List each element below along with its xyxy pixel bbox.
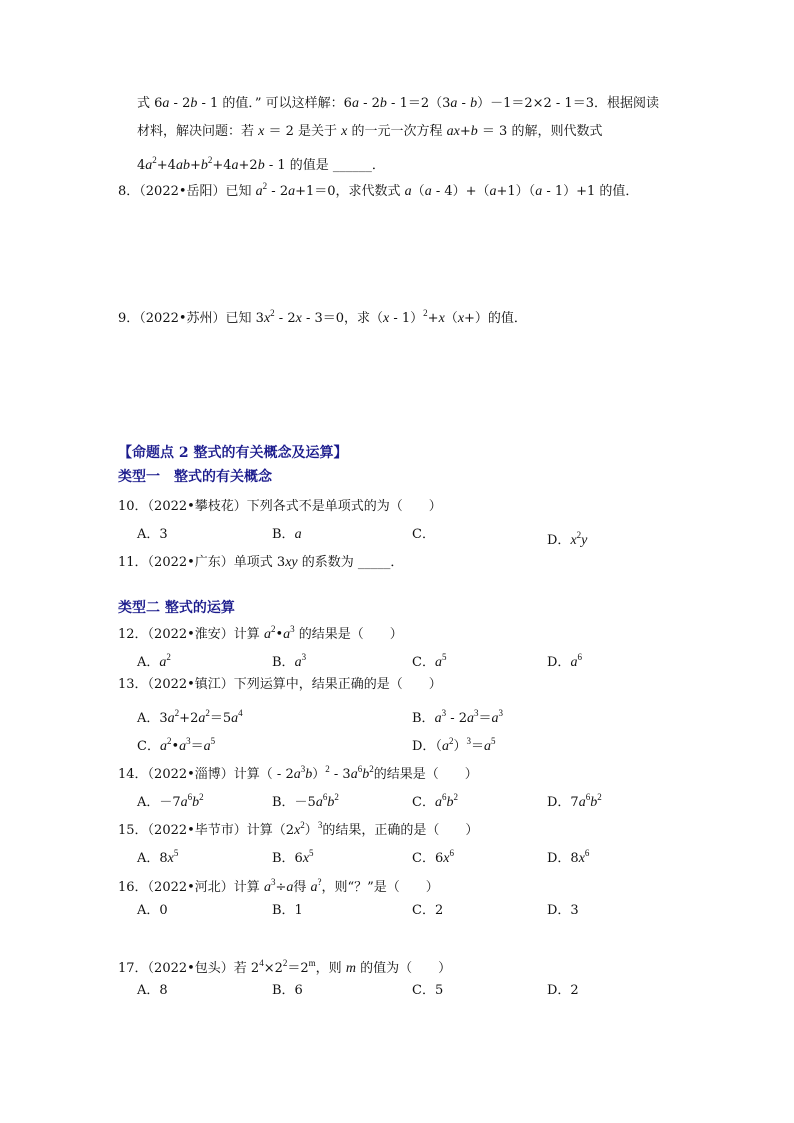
math-variable: a — [491, 711, 499, 726]
superscript: 6 — [577, 652, 582, 662]
math-variable: x — [578, 851, 585, 866]
question-10 — [118, 498, 442, 516]
text-segment: C．2 — [412, 903, 444, 918]
superscript: 3 — [466, 736, 471, 746]
superscript: 6 — [449, 848, 454, 858]
text-segment: D．2 — [547, 983, 579, 998]
math-variable: a — [231, 711, 239, 726]
text-segment: + — [459, 124, 471, 139]
text-segment: 15．（2022•毕节市）计算（2 — [118, 823, 295, 838]
math-variable: x — [167, 851, 174, 866]
question-17 — [118, 954, 451, 978]
text-segment: D．（ — [412, 739, 442, 754]
q14-option-d — [547, 788, 602, 812]
text-segment: - — [457, 96, 471, 111]
math-variable: x — [438, 311, 445, 326]
text-segment: + — [189, 158, 201, 173]
superscript: 3 — [270, 877, 276, 887]
superscript: 2 — [262, 181, 268, 191]
math-variable: a — [434, 795, 442, 810]
superscript: 6 — [322, 792, 328, 802]
q12-option-c — [412, 648, 446, 672]
superscript: 3 — [317, 820, 323, 830]
text-segment: • — [171, 739, 180, 754]
text-segment: D． — [547, 533, 571, 548]
text-segment: 9．（2022•苏州）已知 3 — [118, 311, 264, 326]
superscript: 2 — [453, 792, 458, 802]
text-segment: +2 — [238, 158, 258, 173]
q12-option-b — [272, 648, 306, 672]
superscript: 2 — [369, 764, 374, 774]
q7-continuation-line-3 — [137, 151, 385, 175]
text-segment: - 1）+1 的值． — [542, 184, 639, 199]
math-variable: a — [255, 184, 263, 199]
superscript: 6 — [187, 792, 193, 802]
math-variable: a — [441, 739, 449, 754]
text-segment: D．7 — [547, 795, 579, 810]
math-variable: b — [327, 795, 335, 810]
superscript: 5 — [490, 736, 496, 746]
text-segment: +4 — [212, 158, 232, 173]
q16-option-d — [547, 902, 579, 920]
text-segment: 12．（2022•淮安）计算 — [118, 627, 264, 642]
math-variable: a — [179, 739, 187, 754]
superscript: 4 — [259, 958, 264, 968]
text-segment: 得 — [293, 880, 311, 895]
text-segment: A．0 — [137, 903, 168, 918]
superscript: 2 — [199, 792, 204, 802]
text-segment: ． — [390, 555, 404, 570]
type-1-heading: 类型一 整式的有关概念 — [118, 469, 272, 485]
math-variable: b — [362, 767, 370, 782]
math-variable: a — [350, 767, 358, 782]
superscript: 5 — [309, 848, 314, 858]
superscript: 3 — [441, 708, 447, 718]
math-variable: ax — [446, 124, 460, 139]
text-segment: 的结果，正确的是（ ） — [322, 823, 479, 838]
superscript: 2 — [334, 792, 339, 802]
q10-option-b — [272, 526, 302, 544]
text-segment: +1＝0，求代数式 — [295, 184, 405, 199]
text-segment: ______ — [332, 158, 372, 173]
q17-option-b — [272, 982, 303, 1000]
superscript: 5 — [441, 652, 447, 662]
text-segment: ，则 — [315, 961, 346, 976]
math-variable: a — [467, 711, 474, 726]
q16-option-b — [272, 902, 303, 920]
text-segment: ＝ — [470, 739, 484, 754]
text-segment: 材料，解决问题：若 — [137, 124, 259, 139]
text-segment: - 3＝0，求（ — [301, 311, 384, 326]
math-variable: b — [257, 158, 265, 173]
math-variable: b — [305, 767, 313, 782]
math-variable: x — [570, 533, 577, 548]
text-segment: B．6 — [272, 983, 303, 998]
q10-option-a — [137, 526, 168, 544]
text-segment: 8．（2022•岳阳）已知 — [118, 184, 256, 199]
superscript: 6 — [441, 792, 447, 802]
math-variable: b — [446, 795, 454, 810]
math-variable: ab — [175, 158, 190, 173]
math-variable: x — [443, 851, 450, 866]
math-variable: m — [345, 961, 356, 976]
superscript: 3 — [301, 652, 307, 662]
superscript: 2 — [448, 736, 454, 746]
text-segment: +1）（ — [496, 184, 536, 199]
text-segment: ，则“？”是（ ） — [321, 880, 439, 895]
superscript: 2 — [207, 155, 213, 165]
text-segment: C． — [412, 795, 435, 810]
section-heading: 【命题点 2 整式的有关概念及运算】 — [118, 445, 348, 461]
superscript: 2 — [597, 792, 602, 802]
q14-option-b — [272, 788, 339, 812]
math-variable: b — [190, 96, 198, 111]
text-segment: （ — [411, 184, 425, 199]
text-segment: +）的值． — [464, 311, 527, 326]
text-segment: ＝ 3 的解，则代数式 — [477, 124, 603, 139]
math-variable: a — [288, 184, 296, 199]
q7-continuation-line-2 — [137, 123, 602, 141]
math-variable: a — [424, 184, 432, 199]
q17-option-a — [137, 982, 168, 1000]
text-segment: D．3 — [547, 903, 579, 918]
text-segment: _____ — [357, 555, 391, 570]
q14-option-a — [137, 788, 204, 812]
superscript: 3 — [300, 764, 306, 774]
math-variable: x — [341, 124, 348, 139]
math-variable: a — [198, 711, 206, 726]
math-variable: a — [180, 795, 188, 810]
text-segment: 10．（2022•攀枝花）下列各式不是单项式的为（ ） — [118, 499, 442, 514]
math-variable: x — [457, 311, 465, 326]
math-variable: a — [434, 655, 442, 670]
question-15 — [118, 816, 478, 840]
superscript: 3 — [474, 708, 479, 718]
text-segment: 的系数为 — [297, 555, 358, 570]
text-segment: ）－1＝2×2 - 1＝3．根据阅读 — [477, 96, 659, 111]
q15-option-b — [272, 844, 314, 868]
text-segment: - 3 — [329, 767, 351, 782]
q13-option-a — [137, 704, 243, 728]
math-variable: b — [379, 96, 387, 111]
text-segment: B． — [412, 711, 435, 726]
superscript: 5 — [210, 736, 216, 746]
math-variable: a — [294, 655, 302, 670]
text-segment: - 1＝2（3 — [386, 96, 451, 111]
math-variable: x — [263, 311, 271, 326]
text-segment: 的结果是（ ） — [373, 767, 478, 782]
superscript: 3 — [186, 736, 191, 746]
superscript: 3 — [290, 624, 295, 634]
math-variable: a — [434, 711, 442, 726]
text-segment: - 4）+（ — [431, 184, 490, 199]
superscript: 2 — [205, 708, 210, 718]
math-variable: a — [315, 795, 323, 810]
math-variable: a — [162, 96, 170, 111]
math-variable: a — [483, 739, 491, 754]
superscript: 5 — [173, 848, 179, 858]
text-segment: A．8 — [137, 851, 168, 866]
superscript: 2 — [325, 764, 330, 774]
math-variable: x — [302, 851, 310, 866]
text-segment: - 2 — [267, 184, 289, 199]
math-variable: a — [578, 795, 586, 810]
text-segment: 11．（2022•广东）单项式 3 — [118, 555, 286, 570]
math-variable: a — [293, 767, 301, 782]
math-variable: b — [470, 96, 478, 111]
text-segment: • — [275, 627, 284, 642]
math-variable: a — [489, 184, 497, 199]
q17-option-c — [412, 982, 443, 1000]
text-segment: C．6 — [412, 851, 444, 866]
text-segment: A．－7 — [137, 795, 181, 810]
text-segment: 式 6 — [137, 96, 163, 111]
math-variable: b — [200, 158, 208, 173]
text-segment: ＝ 2 是关于 — [264, 124, 342, 139]
math-variable: b — [470, 124, 478, 139]
text-segment: A．3 — [137, 711, 168, 726]
text-segment: ＝5 — [209, 711, 232, 726]
text-segment: ＝ — [190, 739, 204, 754]
text-segment: - 2 — [169, 96, 191, 111]
math-variable: a — [450, 96, 458, 111]
text-segment: B．－5 — [272, 795, 316, 810]
text-segment: ． — [371, 158, 385, 173]
text-segment: C． — [412, 655, 435, 670]
superscript: 2 — [270, 308, 275, 318]
text-segment: A． — [137, 655, 160, 670]
math-variable: a — [351, 96, 359, 111]
text-segment: ×2 — [263, 961, 283, 976]
superscript: 2 — [270, 624, 276, 634]
math-variable: a — [159, 655, 167, 670]
question-9 — [118, 304, 527, 328]
q13-option-b — [412, 704, 503, 728]
q16-option-c — [412, 902, 443, 920]
math-variable: xy — [285, 555, 298, 570]
math-variable: a — [159, 739, 167, 754]
math-variable: x — [383, 311, 390, 326]
text-segment: ÷ — [275, 880, 287, 895]
q13-option-c — [137, 732, 215, 756]
superscript: 2 — [152, 155, 157, 165]
math-variable: a — [404, 184, 412, 199]
q15-option-d — [547, 844, 589, 868]
question-16 — [118, 873, 439, 897]
math-variable: a — [310, 880, 318, 895]
text-segment: B． — [272, 527, 295, 542]
superscript: ? — [317, 877, 322, 887]
q16-option-a — [137, 902, 168, 920]
text-segment: - 2 — [446, 711, 467, 726]
text-segment: +4 — [156, 158, 176, 173]
text-segment: +2 — [179, 711, 199, 726]
text-segment: - 2 — [358, 96, 380, 111]
q12-option-a — [137, 648, 171, 672]
q17-option-d — [547, 982, 579, 1000]
math-variable: a — [231, 158, 239, 173]
q15-option-a — [137, 844, 178, 868]
math-variable: a — [286, 880, 294, 895]
math-variable: a — [203, 739, 211, 754]
superscript: 2 — [166, 736, 172, 746]
question-12 — [118, 620, 403, 644]
text-segment: C． — [412, 527, 435, 542]
math-variable: y — [581, 533, 588, 548]
math-variable: a — [294, 527, 302, 542]
math-variable: a — [570, 655, 578, 670]
math-variable: a — [145, 158, 153, 173]
math-variable: x — [294, 823, 301, 838]
text-segment: 4 — [137, 158, 146, 173]
math-variable: a — [535, 184, 543, 199]
math-variable: a — [263, 627, 271, 642]
text-segment: ＝2 — [287, 961, 309, 976]
text-segment: + — [427, 311, 439, 326]
text-segment: ） — [453, 739, 467, 754]
text-segment: ＝ — [478, 711, 492, 726]
text-segment: - 1 的值．” 可以这样解：6 — [197, 96, 352, 111]
question-13 — [118, 676, 442, 694]
text-segment: - 1 的值是 — [264, 158, 333, 173]
text-segment: 14．（2022•淄博）计算（ - 2 — [118, 767, 294, 782]
type-2-heading: 类型二 整式的运算 — [118, 600, 235, 616]
superscript: 6 — [584, 848, 590, 858]
text-segment: D． — [547, 655, 571, 670]
superscript: 6 — [357, 764, 363, 774]
text-segment: D．8 — [547, 851, 579, 866]
q13-option-d — [412, 732, 495, 756]
text-segment: ） — [304, 823, 318, 838]
q10-option-d — [547, 526, 587, 550]
superscript: 2 — [166, 652, 171, 662]
math-variable: a — [283, 627, 291, 642]
text-segment: 的结果是（ ） — [294, 627, 403, 642]
math-variable: a — [167, 711, 175, 726]
text-segment: - 2 — [274, 311, 296, 326]
superscript: 2 — [423, 308, 428, 318]
math-variable: x — [258, 124, 265, 139]
text-segment: B．1 — [272, 903, 303, 918]
q12-option-d — [547, 648, 582, 672]
q10-option-c — [412, 526, 435, 544]
text-segment: 的一元一次方程 — [347, 124, 447, 139]
question-11 — [118, 554, 403, 572]
math-variable: a — [263, 880, 271, 895]
math-variable: b — [192, 795, 200, 810]
text-segment: 的值为（ ） — [355, 961, 452, 976]
text-segment: - 1） — [389, 311, 424, 326]
text-segment: （ — [444, 311, 458, 326]
text-segment: A．3 — [137, 527, 168, 542]
text-segment: C． — [137, 739, 160, 754]
superscript: 2 — [174, 708, 180, 718]
superscript: 2 — [282, 958, 288, 968]
text-segment: A．8 — [137, 983, 168, 998]
question-14 — [118, 760, 478, 784]
superscript: 2 — [576, 530, 582, 540]
superscript: 3 — [498, 708, 504, 718]
text-segment: C．5 — [412, 983, 444, 998]
text-segment: 17．（2022•包头）若 2 — [118, 961, 260, 976]
superscript: 2 — [300, 820, 305, 830]
text-segment: B． — [272, 655, 295, 670]
text-segment: B．6 — [272, 851, 303, 866]
superscript: 4 — [238, 708, 243, 718]
text-segment: ） — [312, 767, 326, 782]
text-segment: 13．（2022•镇江）下列运算中，结果正确的是（ ） — [118, 677, 442, 692]
text-segment: 16．（2022•河北）计算 — [118, 880, 264, 895]
question-8 — [118, 177, 638, 201]
math-variable: b — [590, 795, 598, 810]
q14-option-c — [412, 788, 458, 812]
q7-continuation-line-1 — [137, 95, 659, 113]
q15-option-c — [412, 844, 454, 868]
superscript: m — [308, 958, 316, 968]
math-variable: x — [295, 311, 302, 326]
superscript: 6 — [585, 792, 591, 802]
